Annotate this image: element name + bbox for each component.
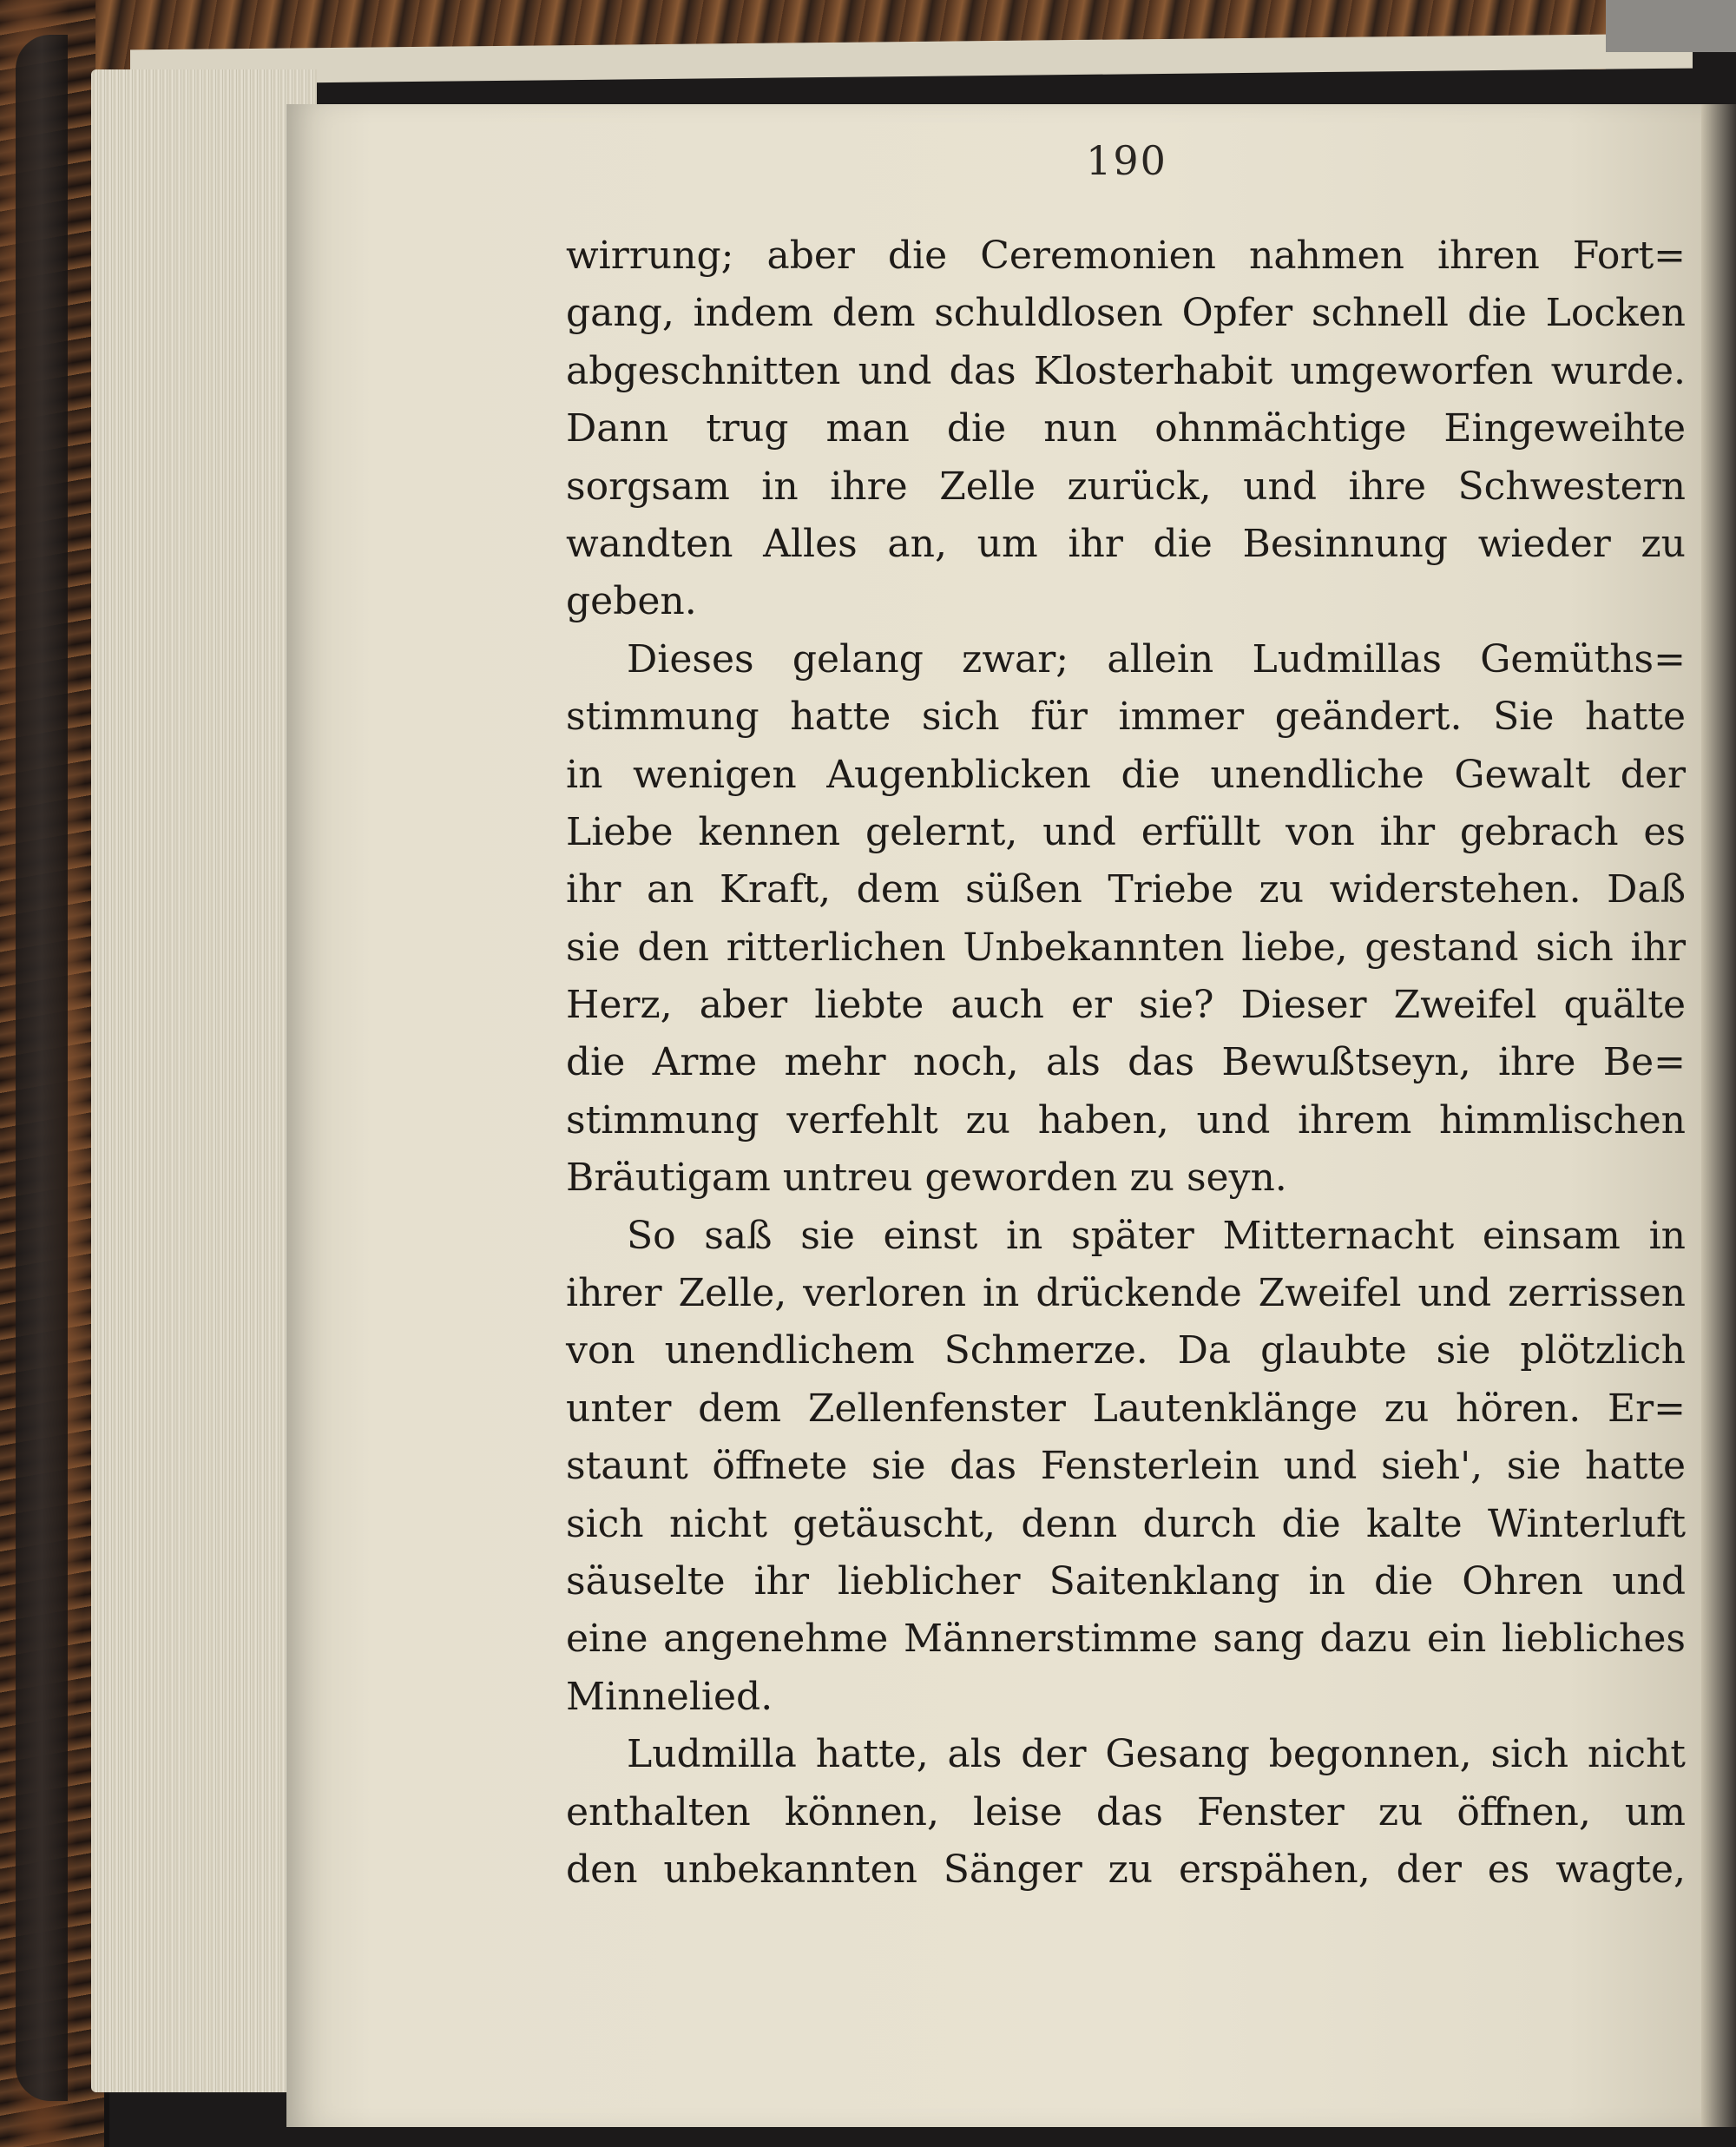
text-line: wirrung; aber die Ceremonien nahmen ihren Fort=: [566, 234, 1686, 278]
text-line: stimmung hatte sich für immer geändert. Sie hatte: [566, 695, 1686, 740]
text-line: die Arme mehr noch, als das Bewußtseyn, ihre Be=: [566, 1040, 1686, 1085]
text-line: ihrer Zelle, verloren in drückende Zweifel und zerrissen: [566, 1271, 1686, 1316]
text-line: sorgsam in ihre Zelle zurück, und ihre Schwestern: [566, 464, 1686, 509]
text-line: stimmung verfehlt zu haben, und ihrem himmlischen: [566, 1097, 1686, 1143]
text-line: geben.: [566, 579, 697, 624]
page-stack-edge: [91, 69, 317, 2092]
text-line: ihr an Kraft, dem süßen Triebe zu widerstehen. Daß: [566, 867, 1686, 912]
text-line: säuselte ihr lieblicher Saitenklang in die Ohren und: [566, 1558, 1686, 1604]
text-line: Bräutigam untreu geworden zu seyn.: [566, 1156, 1287, 1201]
page-text-block: [566, 227, 1686, 1899]
text-line: abgeschnitten und das Klosterhabit umgeworfen wurde.: [566, 348, 1686, 393]
book-spine-binding: [16, 35, 68, 2101]
page-gutter-shadow: [1701, 104, 1736, 2127]
page-number: 190: [1086, 137, 1167, 184]
background-corner: [1606, 0, 1736, 52]
text-line: staunt öffnete sie das Fensterlein und sieh', sie hatte: [566, 1444, 1686, 1489]
text-line: gang, indem dem schuldlosen Opfer schnell die Locken: [566, 291, 1686, 336]
text-line: sie den ritterlichen Unbekannten liebe, gestand sich ihr: [566, 925, 1686, 970]
text-line: Dieses gelang zwar; allein Ludmillas Gemüths=: [627, 636, 1686, 682]
text-line: Herz, aber liebte auch er sie? Dieser Zweifel quälte: [566, 983, 1686, 1028]
text-line: eine angenehme Männerstimme sang dazu ein liebliches: [566, 1617, 1686, 1662]
text-line: sich nicht getäuscht, denn durch die kalte Winterluft: [566, 1501, 1686, 1546]
text-line: Liebe kennen gelernt, und erfüllt von ihr gebrach es: [566, 809, 1686, 854]
text-line: von unendlichem Schmerze. Da glaubte sie plötzlich: [566, 1328, 1686, 1373]
text-line: enthalten können, leise das Fenster zu öffnen, um: [566, 1789, 1686, 1834]
text-line: Minnelied.: [566, 1674, 773, 1719]
text-line: So saß sie einst in später Mitternacht einsam in: [627, 1213, 1686, 1258]
text-line: in wenigen Augenblicken die unendliche Gewalt der: [566, 752, 1686, 797]
text-line: Ludmilla hatte, als der Gesang begonnen, sich nicht: [627, 1732, 1686, 1777]
text-line: wandten Alles an, um ihr die Besinnung wieder zu: [566, 521, 1686, 566]
text-line: unter dem Zellenfenster Lautenklänge zu hören. Er=: [566, 1386, 1686, 1431]
text-line: Dann trug man die nun ohnmächtige Eingeweihte: [566, 406, 1686, 451]
text-line: den unbekannten Sänger zu erspähen, der es wagte,: [566, 1847, 1686, 1892]
